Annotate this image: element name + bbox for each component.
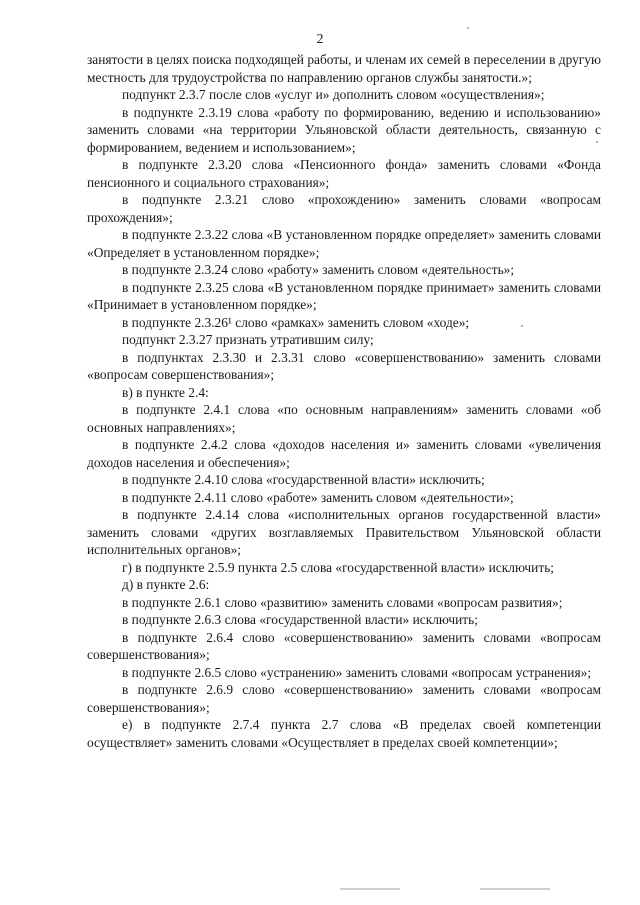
paragraph: д) в пункте 2.6:: [122, 577, 210, 592]
paragraph: в подпункте 2.4.14 слова «исполнительных органов государственной власти» заменить словами «других возглавляемых Правительством Ульяновской области исполнительных органов»;: [87, 507, 601, 557]
paragraph: в подпункте 2.3.25 слова «В установленном порядке принимает» заменить словами «Принимает в установленном порядке»;: [87, 279, 601, 312]
paragraph: в подпункте 2.6.3 слова «государственной власти» исключить;: [122, 612, 478, 627]
paragraph: в подпункте 2.3.26¹ слово «рамках» заменить словом «ходе»;: [122, 314, 470, 330]
scan-smudge: [340, 888, 400, 890]
paragraph: в подпункте 2.6.1 слово «развитию» заменить словами «вопросам развития»;: [122, 594, 563, 610]
paragraph: в) в пункте 2.4:: [122, 384, 209, 400]
page-number: 2: [316, 32, 324, 47]
paragraph: в подпункте 2.3.24 слово «работу» заменить словом «деятельность»;: [122, 262, 515, 277]
paragraph: в подпункте 2.4.1 слова «по основным направлениям» заменить словами «об основных направлениях»;: [87, 402, 601, 435]
paragraph: подпункт 2.3.27 признать утратившим силу;: [122, 332, 374, 347]
paragraph: в подпункте 2.4.2 слова «доходов населения и» заменить словами «увеличения доходов населения и обеспечения»;: [87, 437, 601, 470]
scan-speck: [467, 27, 469, 29]
paragraph: подпункт 2.3.7 после слов «услуг и» дополнить словом «осуществления»;: [122, 87, 545, 102]
paragraph: в подпункте 2.6.5 слово «устранению» заменить словами «вопросам устранения»;: [122, 664, 592, 680]
paragraph: е) в подпункте 2.7.4 пункта 2.7 слова «В пределах своей компетенции осуществляет» заменить словами «Осуществляет в пределах своей компетенции»;: [87, 717, 601, 750]
scan-speck: [596, 141, 598, 143]
document-body: [87, 51, 601, 751]
paragraph: в подпункте 2.4.10 слова «государственной власти» исключить;: [122, 472, 485, 487]
paragraph: в подпункте 2.4.11 слово «работе» заменить словом «деятельности»;: [122, 489, 514, 505]
scan-smudge: [480, 888, 550, 890]
paragraph: в подпункте 2.3.20 слова «Пенсионного фонда» заменить словами «Фонда пенсионного и социального страхования»;: [87, 157, 601, 190]
paragraph: г) в подпункте 2.5.9 пункта 2.5 слова «государственной власти» исключить;: [122, 559, 555, 575]
paragraph: в подпункте 2.6.9 слово «совершенствованию» заменить словами «вопросам совершенствования»;: [87, 682, 601, 715]
paragraph: в подпункте 2.3.22 слова «В установленном порядке определяет» заменить словами «Определяет в установленном порядке»;: [87, 227, 601, 260]
paragraph: в подпункте 2.3.19 слова «работу по формированию, ведению и использованию» заменить словами «на территории Ульяновской области деятельность, связанную с формированием, ведением и использованием»;: [87, 104, 601, 155]
paragraph-continuation: занятости в целях поиска подходящей работы, и членам их семей в переселении в другую местность для трудоустройства по направлению органов службы занятости.»;: [87, 52, 601, 85]
paragraph: в подпунктах 2.3.30 и 2.3.31 слово «совершенствованию» заменить словами «вопросам совершенствования»;: [87, 349, 601, 382]
paragraph: в подпункте 2.3.21 слово «прохождению» заменить словами «вопросам прохождения»;: [87, 192, 601, 225]
scan-speck: [521, 325, 523, 327]
paragraph: в подпункте 2.6.4 слово «совершенствованию» заменить словами «вопросам совершенствования»;: [87, 629, 601, 662]
